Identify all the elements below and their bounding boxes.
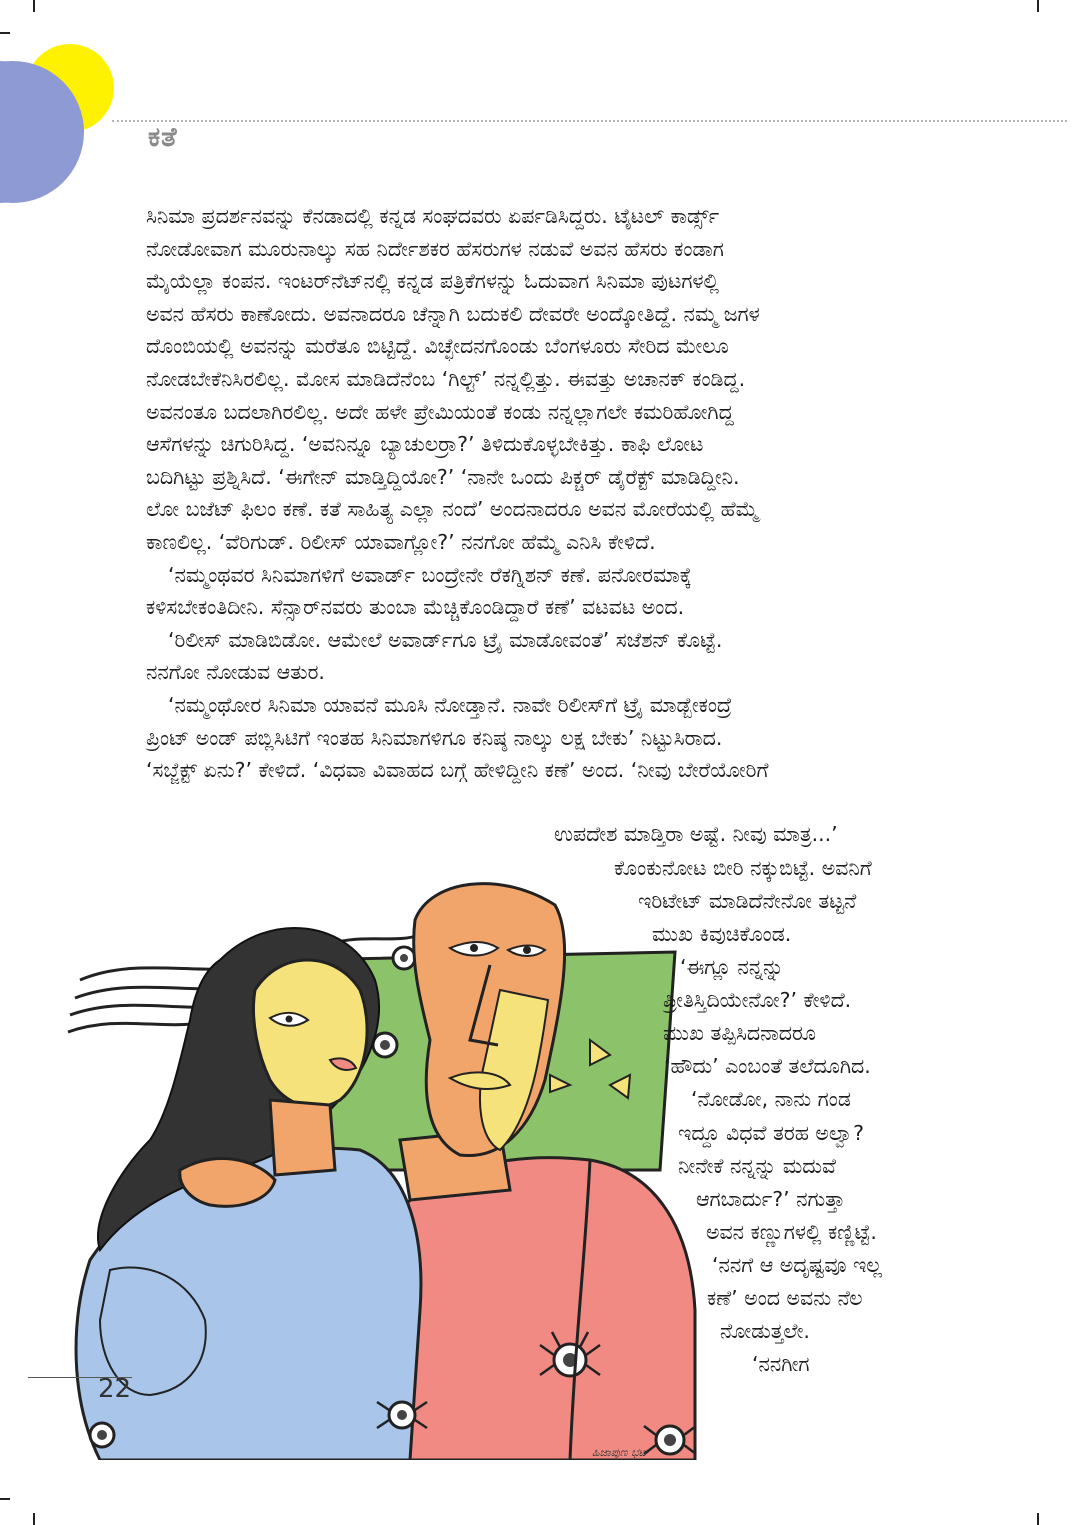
story-illustration — [30, 840, 730, 1460]
story-line: ‘ಸಬ್ಜೆಕ್ಟ್ ಏನು?’ ಕೇಳಿದೆ. ‘ವಿಧವಾ ವಿವಾಹದ ಬಗ್ಗೆ ಹೇಳಿದ್ದೀನಿ ಕಣೆ’ ಅಂದ. ‘ನೀವು ಬೇರೆಯೋರಿಗೆ — [146, 758, 769, 783]
crop-mark — [1037, 1513, 1039, 1525]
story-line: ‘ನಮ್ಮಂಥೋರ ಸಿನಿಮಾ ಯಾವನೆ ಮೂಸಿ ನೋಡ್ತಾನೆ. ನಾವೇ ರಿಲೀಸ್‌ಗೆ ಟ್ರೈ ಮಾಡ್ಬೇಕಂದ್ರೆ — [168, 692, 732, 717]
story-line: ದೊಂಬಿಯಲ್ಲಿ ಅವನನ್ನು ಮರೆತೂ ಬಿಟ್ಟಿದ್ದೆ. ವಿಚ್ಛೇದನಗೊಂಡು ಬೆಂಗಳೂರು ಸೇರಿದ ಮೇಲೂ — [146, 334, 729, 359]
bubble — [380, 1040, 390, 1050]
story-line: ನೋಡಬೇಕೆನಿಸಿರಲಿಲ್ಲ. ಮೋಸ ಮಾಡಿದೆನೆಂಬ ‘ಗಿಲ್ಟ್’ ನನ್ನಲ್ಲಿತ್ತು. ಈವತ್ತು ಅಚಾನಕ್ ಕಂಡಿದ್ದ. — [146, 366, 746, 391]
story-line: ಮುಖ ತಪ್ಪಿಸಿದನಾದರೂ — [663, 1021, 816, 1045]
story-line: ಅವನ ಕಣ್ಣುಗಳಲ್ಲಿ ಕಣ್ಣಿಟ್ಟೆ. — [706, 1220, 877, 1244]
crop-mark — [33, 1513, 35, 1525]
story-line: ಕಣೆ’ ಅಂದ ಅವನು ನೆಲ — [707, 1286, 863, 1310]
story-line: ಇರಿಟೇಟ್ ಮಾಡಿದೆನೇನೋ ತಟ್ಟನೆ — [638, 889, 857, 913]
artist-signature: ಹಿಜಾಪುಣ ಭಟ್ — [592, 1446, 650, 1459]
dotted-rule — [112, 120, 1067, 122]
story-line: ಸಿನಿಮಾ ಪ್ರದರ್ಶನವನ್ನು ಕೆನಡಾದಲ್ಲಿ ಕನ್ನಡ ಸಂಘದವರು ಏರ್ಪಡಿಸಿದ್ದರು. ಟೈಟಲ್ ಕಾರ್ಡ್ಸ್ — [146, 204, 720, 228]
story-line: ಉಪದೇಶ ಮಾಡ್ತಿರಾ ಅಷ್ಟೆ. ನೀವು ಮಾತ್ರ...’ — [554, 822, 838, 846]
story-line: ನೀನೇಕೆ ನನ್ನನ್ನು ಮದುವೆ — [678, 1154, 836, 1178]
story-line: ಬದಿಗಿಟ್ಟು ಪ್ರಶ್ನಿಸಿದೆ. ‘ಈಗೇನ್ ಮಾಡ್ತಿದ್ದಿಯೋ?’ ‘ನಾನೇ ಒಂದು ಪಿಕ್ಚರ್ ಡೈರೆಕ್ಟ್ ಮಾಡಿದ್ದೀನಿ. — [146, 464, 740, 489]
story-line: ಪ್ರಿಂಟ್ ಅಂಡ್ ಪಬ್ಲಿಸಿಟಿಗೆ ಇಂತಹ ಸಿನಿಮಾಗಳಿಗೂ ಕನಿಷ್ಠ ನಾಲ್ಕು ಲಕ್ಷ ಬೇಕು’ ನಿಟ್ಟುಸಿರಾದ. — [146, 725, 723, 750]
story-line: ‘ನೋಡೋ, ನಾನು ಗಂಡ — [691, 1087, 851, 1111]
spider-brooch — [90, 1423, 114, 1447]
story-line: ‘ನನಗೆ ಆ ಅದೃಷ್ಟವೂ ಇಲ್ಲ — [712, 1253, 883, 1277]
story-line: ಮುಖ ಕಿವುಚಿಕೊಂಡ. — [652, 922, 792, 946]
story-line: ‘ಹೌದು’ ಎಂಬಂತೆ ತಲೆದೂಗಿದ. — [664, 1054, 871, 1078]
story-line: ‘ಈಗ್ಲೂ ನನ್ನನ್ನು — [680, 955, 784, 979]
section-title: ಕತೆ — [148, 122, 178, 153]
story-line: ಕಳಿಸಬೇಕಂತಿದೀನಿ. ಸೆನ್ಸಾರ್‌ನವರು ತುಂಬಾ ಮೆಚ್ಚಿಕೊಂಡಿದ್ದಾರೆ ಕಣೆ’ ವಟವಟ ಅಂದ. — [146, 595, 685, 620]
story-line: ಕೊಂಕುನೋಟ ಬೀರಿ ನಕ್ಕುಬಿಟ್ಟೆ. ಅವನಿಗೆ — [614, 856, 872, 880]
man-eye — [470, 944, 478, 952]
story-line: ಮೈಯೆಲ್ಲಾ ಕಂಪನ. ಇಂಟರ್‌ನೆಟ್‌ನಲ್ಲಿ ಕನ್ನಡ ಪತ್ರಿಕೆಗಳನ್ನು ಓದುವಾಗ ಸಿನಿಮಾ ಪುಟಗಳಲ್ಲಿ — [146, 269, 720, 294]
story-line: ನೋಡೋವಾಗ ಮೂರುನಾಲ್ಕು ಸಹ ನಿರ್ದೇಶಕರ ಹೆಸರುಗಳ ನಡುವೆ ಅವನ ಹೆಸರು ಕಂಡಾಗ — [146, 236, 724, 261]
story-line: ಇದ್ದೂ ವಿಧವೆ ತರಹ ಅಲ್ವಾ? — [678, 1121, 865, 1145]
story-line: ನೋಡುತ್ತಲೇ. — [720, 1319, 810, 1343]
woman-neck — [270, 1100, 335, 1175]
story-line: ಅವನ ಹೆಸರು ಕಾಣೋದು. ಅವನಾದರೂ ಚೆನ್ನಾಗಿ ಬದುಕಲಿ ದೇವರೇ ಅಂದ್ಕೋತಿದ್ದೆ. ನಮ್ಮ ಜಗಳ — [146, 301, 760, 326]
crop-mark — [0, 1498, 10, 1500]
story-line: ‘ರಿಲೀಸ್ ಮಾಡಿಬಿಡೋ. ಆಮೇಲೆ ಅವಾರ್ಡ್‌ಗೂ ಟ್ರೈ ಮಾಡೋವಂತೆ’ ಸಜೆಶನ್ ಕೊಟ್ಟೆ. — [168, 627, 723, 652]
story-line: ‘ನಮ್ಮಂಥವರ ಸಿನಿಮಾಗಳಿಗೆ ಅವಾರ್ಡ್ ಬಂದ್ರೇನೇ ರೆಕಗ್ನಿಶನ್ ಕಣೆ. ಪನೋರಮಾಕ್ಕೆ — [168, 562, 692, 587]
story-line: ಲೋ ಬಜೆಟ್ ಫಿಲಂ ಕಣೆ. ಕತೆ ಸಾಹಿತ್ಯ ಎಲ್ಲಾ ನಂದೆ’ ಅಂದನಾದರೂ ಅವನ ಮೋರೆಯಲ್ಲಿ ಹೆಮ್ಮೆ — [146, 497, 759, 522]
story-line: ನನಗೋ ನೋಡುವ ಆತುರ. — [146, 660, 325, 685]
story-line: ಅವನಂತೂ ಬದಲಾಗಿರಲಿಲ್ಲ. ಅದೇ ಹಳೇ ಪ್ರೇಮಿಯಂತೆ ಕಂಡು ನನ್ನಲ್ಲಾಗಲೇ ಕಮರಿಹೋಗಿದ್ದ — [146, 399, 734, 424]
story-line: ‘ನನಗೀಗ — [752, 1352, 810, 1376]
decorative-circles — [0, 0, 140, 220]
story-line: ಆಗಬಾರ್ದು?’ ನಗುತ್ತಾ — [696, 1187, 846, 1211]
woman-eye — [286, 1016, 293, 1023]
crop-mark — [1037, 0, 1039, 12]
story-line: ಕಾಣಲಿಲ್ಲ. ‘ವೆರಿಗುಡ್. ರಿಲೀಸ್ ಯಾವಾಗ್ಲೋ?’ ನನಗೋ ಹೆಮ್ಮೆ ಎನಿಸಿ ಕೇಳಿದೆ. — [146, 529, 656, 554]
page-number: 22 — [98, 1374, 132, 1404]
bubble — [400, 954, 408, 962]
story-line: ಆಸೆಗಳನ್ನು ಚಿಗುರಿಸಿದ್ದ. ‘ಅವನಿನ್ನೂ ಬ್ಯಾಚುಲರ್ರಾ?’ ತಿಳಿದುಕೊಳ್ಳಬೇಕಿತ್ತು. ಕಾಫಿ ಲೋಟ — [146, 432, 704, 457]
man-eye — [523, 946, 531, 954]
story-body — [146, 200, 946, 787]
story-line: ಪ್ರೀತಿಸ್ತಿದಿಯೇನೋ?’ ಕೇಳಿದೆ. — [663, 988, 852, 1012]
